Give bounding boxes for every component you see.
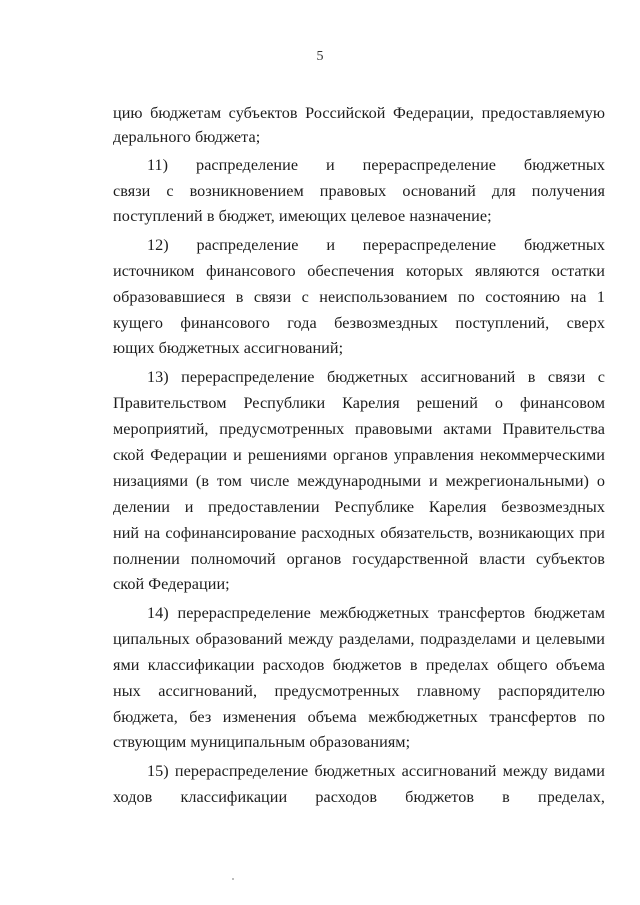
text-line: 12) распределение и перераспределение бюджетных — [147, 236, 605, 254]
text-line: мероприятий, предусмотренных правовыми актами Правительства — [113, 420, 605, 438]
text-line: ствующим муниципальным образованиям; — [113, 733, 411, 751]
text-line: ципальных образований между разделами, подразделами и целевыми — [113, 630, 605, 648]
text-line: образовавшиеся в связи с неиспользованием по состоянию на 1 — [113, 288, 605, 306]
scan-speck — [232, 878, 234, 880]
text-line: ями классификации расходов бюджетов в пределах общего объема — [113, 656, 605, 674]
text-line: ющих бюджетных ассигнований; — [113, 339, 344, 357]
text-line: 15) перераспределение бюджетных ассигнований между видами — [147, 762, 605, 780]
text-line: ний на софинансирование расходных обязательств, возникающих при — [113, 524, 605, 542]
text-line: делении и предоставлении Республике Карелия безвозмездных — [113, 498, 605, 516]
text-line: связи с возникновением правовых оснований для получения — [113, 182, 605, 200]
text-line: 13) перераспределение бюджетных ассигнований в связи с — [147, 368, 605, 386]
text-line: дерального бюджета; — [113, 128, 261, 146]
text-line: бюджета, без изменения объема межбюджетных трансфертов по — [113, 708, 605, 726]
page-number: 5 — [316, 49, 324, 64]
text-line: полнении полномочий органов государственной власти субъектов — [113, 550, 605, 568]
text-line: ходов классификации расходов бюджетов в пределах, — [113, 788, 605, 806]
text-line: источником финансового обеспечения которых являются остатки — [113, 262, 605, 280]
text-line: низациями (в том числе международными и межрегиональными) о — [113, 472, 605, 490]
text-line: цию бюджетам субъектов Российской Федерации, предоставляемую — [113, 104, 605, 122]
text-line: ской Федерации; — [113, 575, 230, 593]
text-line: 11) распределение и перераспределение бюджетных — [147, 156, 605, 174]
text-line: кущего финансового года безвозмездных поступлений, сверх — [113, 314, 605, 332]
text-line: 14) перераспределение межбюджетных трансфертов бюджетам — [147, 604, 605, 622]
text-line: ской Федерации и решениями органов управления некоммерческими — [113, 446, 605, 464]
text-line: Правительством Республики Карелия решений о финансовом — [113, 394, 605, 412]
text-line: поступлений в бюджет, имеющих целевое назначение; — [113, 207, 492, 225]
text-line: ных ассигнований, предусмотренных главному распорядителю — [113, 682, 605, 700]
